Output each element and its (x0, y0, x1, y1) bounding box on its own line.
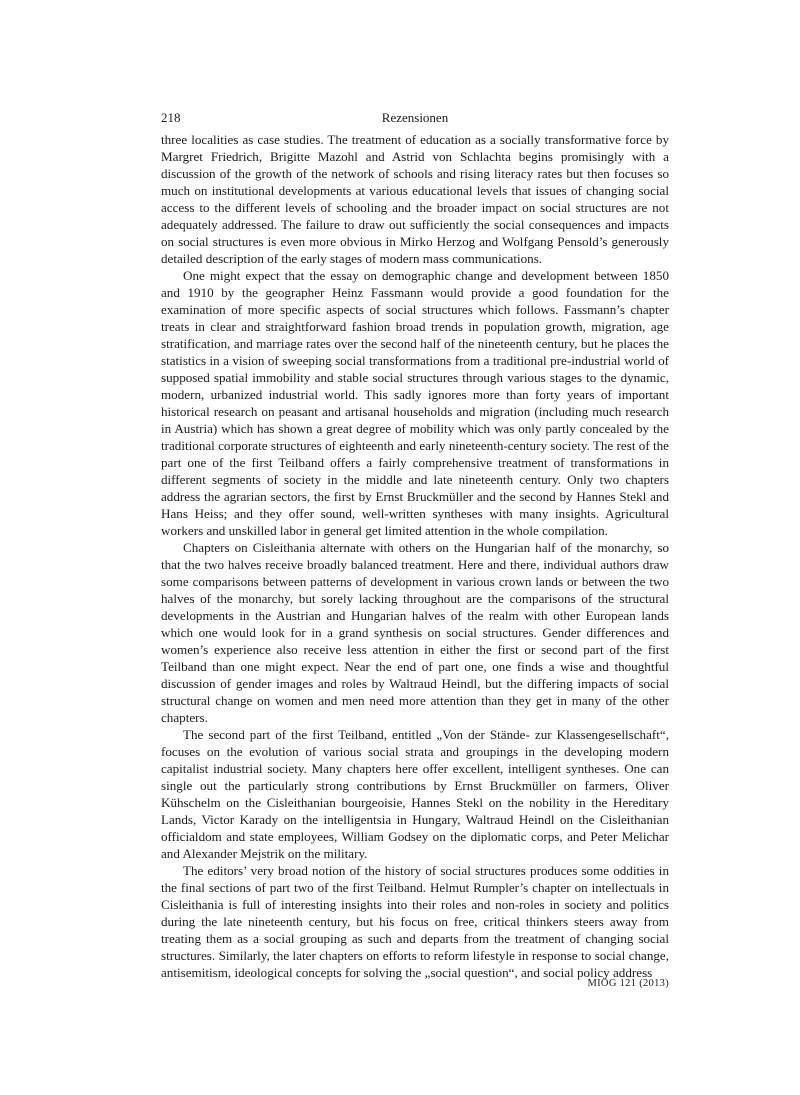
running-head (161, 110, 669, 128)
paragraph-second-part: The second part of the first Teilband, entitled „Von der Stände- zur Klassengesellschaft“, focuses on the evolution of various social strata and groupings in the developing modern capitalist industrial society. Many chapters here offer excellent, intelligent syntheses. One can single out the particularly strong contributions by Ernst Bruckmüller on farmers, Oliver Kühschelm on the Cisleithanian bourgeoisie, Hannes Stekl on the nobility in the Hereditary Lands, Victor Karady on the intelligentsia in Hungary, Waltraud Heindl on the Cisleithanian officialdom and state employees, William Godsey on the diplomatic corps, and Peter Melichar and Alexander Mejstrik on the military. (161, 727, 669, 861)
paragraph-cisleithania: Chapters on Cisleithania alternate with others on the Hungarian half of the monarchy, so that the two halves receive broadly balanced treatment. Here and there, individual authors draw some comparisons between patterns of development in various crown lands or between the two halves of the monarchy, but sorely lacking throughout are the comparisons of the structural developments in the Austrian and Hungarian halves of the realm with other European lands which one would look for in a grand synthesis on social structures. Gender differences and women’s experience also receive less attention in either the first or second part of the first Teilband than one might expect. Near the end of part one, one finds a wise and thoughtful discussion of gender images and roles by Waltraud Heindl, but the differing impacts of social structural change on women and men need more attention than they get in many of the other chapters. (161, 540, 669, 725)
review-body (161, 131, 669, 981)
section-title: Rezensionen (381, 110, 449, 125)
paragraph-editors-notion: The editors’ very broad notion of the history of social structures produces some oddities in the final sections of part two of the first Teilband. Helmut Rumpler’s chapter on intellectuals in Cisleithania is full of interesting insights into their roles and non-roles in society and politics during the late nineteenth century, but his focus on free, critical thinkers steers away from treating them as a social grouping as such and departs from the treatment of changing social structures. Similarly, the later chapters on efforts to reform lifestyle in response to social change, antisemitism, ideological concepts for solving the „social question“, and social policy address (161, 863, 669, 980)
journal-reference: MIÖG 121 (2013) (587, 978, 669, 989)
paragraph-demographic-change: One might expect that the essay on demographic change and development between 1850 and 1910 by the geographer Heinz Fassmann would provide a good foundation for the examination of more specific aspects of social structures which follows. Fassmann’s chapter treats in clear and straightforward fashion broad trends in population growth, migration, age stratification, and marriage rates over the second half of the nineteenth century, but he places the statistics in a vision of sweeping social transformations from a traditional pre-industrial world of supposed spatial immobility and stable social structures through various stages to the dynamic, modern, urbanized industrial world. This sadly ignores more than forty years of important historical research on peasant and artisanal households and migration (including much research in Austria) which has shown a great degree of mobility which was only partly concealed by the traditional corporate structures of eighteenth and early nineteenth-century society. The rest of the part one of the first Teilband offers a fairly comprehensive treatment of transformations in different segments of society in the middle and late nineteenth century. Only two chapters address the agrarian sectors, the first by Ernst Bruckmüller and the second by Hannes Stekl and Hans Heiss; and they offer sound, well-written syntheses with many insights. Agricultural workers and unskilled labor in general get limited attention in the whole compilation. (161, 268, 669, 538)
page-number: 218 (161, 110, 181, 125)
paragraph-continuation: three localities as case studies. The treatment of education as a socially transformative force by Margret Friedrich, Brigitte Mazohl and Astrid von Schlachta begins promisingly with a discussion of the growth of the network of schools and rising literacy rates but then focuses so much on institutional developments at various educational levels that issues of changing social access to the different levels of schooling and the broader impact on social structures are not adequately addressed. The failure to draw out sufficiently the social consequences and impacts on social structures is even more obvious in Mirko Herzog and Wolfgang Pensold’s generously detailed description of the early stages of modern mass communications. (161, 132, 669, 266)
